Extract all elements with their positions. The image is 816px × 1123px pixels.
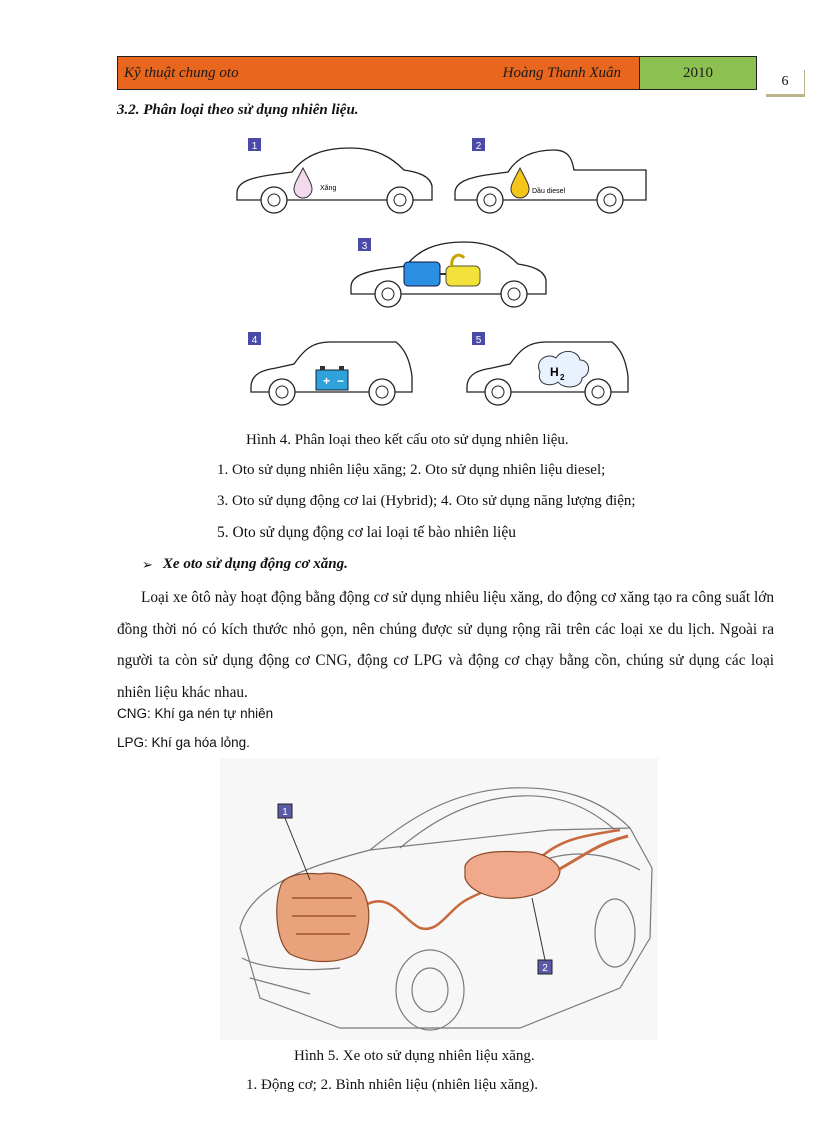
page-number: 6 <box>766 70 805 97</box>
definition-cng: CNG: Khí ga nén tự nhiên <box>117 706 274 721</box>
section-title: 3.2. Phân loại theo sử dụng nhiên liệu. <box>117 102 359 118</box>
subsection-title: Xe oto sử dụng động cơ xăng. <box>162 556 348 572</box>
panel-4-number: 4 <box>251 335 258 346</box>
panel-1-number: 1 <box>251 141 258 152</box>
figure-4-fuel-types <box>228 132 652 422</box>
arrow-bullet-icon: ➢ <box>142 556 153 572</box>
svg-text:−: − <box>337 374 345 388</box>
body-paragraph: Loại xe ôtô này hoạt động bằng động cơ sử dụng nhiêu liệu xăng, do động cơ xăng tạo ra công suất lớn đồng thời nó có kích thước nhỏ gọn, nên chúng được sử dụng rộng rãi trên các loại xe du lịch. Ngoài ra người ta còn sử dụng động cơ CNG, động cơ LPG và động cơ chạy bằng cồn, chúng sử dụng các loại nhiên liệu khác nhau. <box>117 589 774 701</box>
header-year: 2010 <box>639 57 756 89</box>
panel-3-hybrid <box>351 238 546 307</box>
marker-1-number: 1 <box>282 807 288 818</box>
hybrid-engine-icon <box>404 262 440 286</box>
figure-4-legend-line-3: 5. Oto sử dụng động cơ lai loại tế bào nhiên liệu <box>217 524 516 541</box>
figure-5-gasoline-car <box>220 758 658 1040</box>
subsection-heading <box>142 556 348 573</box>
panel-1-label: Xăng <box>320 185 337 192</box>
panel-5-label: H <box>550 365 559 379</box>
definition-lpg: LPG: Khí ga hóa lỏng. <box>117 735 250 750</box>
panel-5-number: 5 <box>475 335 482 346</box>
marker-2-number: 2 <box>542 963 548 974</box>
panel-2-diesel <box>455 138 646 213</box>
figure-5-legend: 1. Động cơ; 2. Bình nhiên liệu (nhiên liệu xăng). <box>246 1077 539 1093</box>
engine-block <box>277 873 369 961</box>
header-orange-band <box>118 57 639 89</box>
panel-2-label: Dầu diesel <box>532 188 566 195</box>
panel-4-electric <box>248 332 412 405</box>
figure-4-legend-line-1: 1. Oto sử dụng nhiên liệu xăng; 2. Oto sử dụng nhiên liệu diesel; <box>217 462 606 478</box>
figure-5-caption: Hình 5. Xe oto sử dụng nhiên liệu xăng. <box>294 1048 535 1064</box>
panel-1-gasoline <box>237 138 432 213</box>
panel-5-subscript: 2 <box>560 373 565 382</box>
hybrid-motor-icon <box>446 266 480 286</box>
page-header <box>117 56 757 90</box>
panel-5-fuel-cell <box>467 332 628 405</box>
figure-4-legend-line-2: 3. Oto sử dụng động cơ lai (Hybrid); 4. Oto sử dụng năng lượng điện; <box>217 493 636 509</box>
svg-text:+: + <box>323 374 331 388</box>
panel-2-number: 2 <box>475 141 482 152</box>
header-course: Kỹ thuật chung oto <box>124 64 239 81</box>
panel-3-number: 3 <box>361 241 368 252</box>
header-author: Hoàng Thanh Xuân <box>502 64 621 81</box>
figure-4-caption: Hình 4. Phân loại theo kết cấu oto sử dụng nhiên liệu. <box>246 432 569 448</box>
